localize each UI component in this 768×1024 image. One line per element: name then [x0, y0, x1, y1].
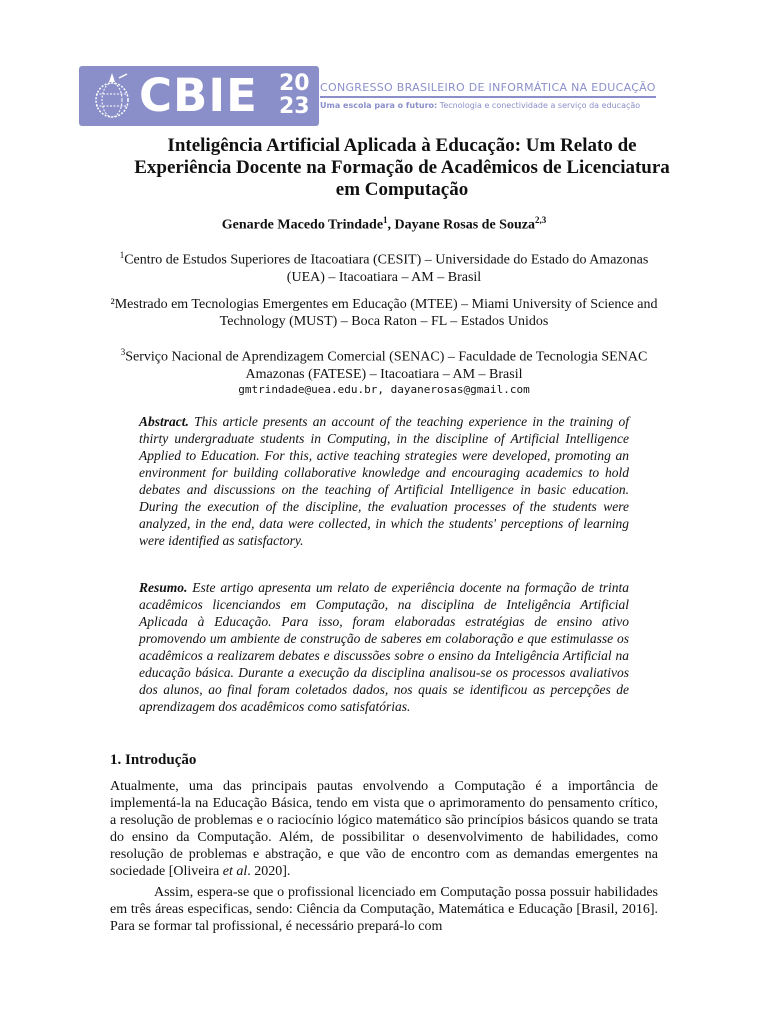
p1-text-b: . 2020]. [247, 864, 291, 879]
abstract-text: This article presents an account of the teaching experience in the training of thirty undergraduate students in Computing, in the discipline of Artificial Intelligence Applied to Education. For this, active teaching strategies were developed, promoting an environment for building collaborative knowledge and encouraging academics to hold debates and discussions on the teaching of Artificial Intelligence in basic education. During the execution of the discipline, the evaluation processes of the students were analyzed, in the end, data were collected, in which the students' perceptions of learning were identified as satisfactory. [139, 414, 629, 548]
year-top: 20 [279, 71, 310, 96]
globe-logo-icon [89, 70, 135, 122]
intro-paragraph-1 [110, 778, 658, 880]
affiliation-3-text: Serviço Nacional de Aprendizagem Comercial (SENAC) – Faculdade de Tecnologia SENAC Amazonas (FATESE) – Itacoatiara – AM – Brasil [125, 349, 648, 382]
header-divider [320, 96, 656, 98]
author-list [100, 215, 668, 234]
tagline-lead: Uma escola para o futuro: [320, 101, 438, 110]
intro-paragraph-2: Assim, espera-se que o profissional licenciado em Computação possa possuir habilidades em três áreas especificas, sendo: Ciência da Computação, Matemática e Educação [Brasil, 2016]. Para se formar tal profissional, é necessário prepará-lo com [110, 885, 658, 934]
logo-text: CBIE [139, 69, 258, 122]
conference-tagline [320, 101, 640, 110]
affiliation-2 [100, 296, 668, 330]
paper-title: Inteligência Artificial Aplicada à Educação: Um Relato de Experiência Docente na Formação de Acadêmicos de Licenciatura em Computação [134, 135, 670, 200]
conference-name: CONGRESSO BRASILEIRO DE INFORMÁTICA NA EDUCAÇÃO [320, 81, 656, 94]
tagline-rest: Tecnologia e conectividade a serviço da educação [437, 101, 641, 110]
resumo [139, 579, 629, 715]
affiliation-1-text: Centro de Estudos Superiores de Itacoatiara (CESIT) – Universidade do Estado do Amazonas (UEA) – Itacoatiara – AM – Brasil [124, 252, 649, 285]
author-sep: , [387, 217, 395, 233]
author-1: Genarde Macedo Trindade [221, 217, 384, 233]
resumo-lead: Resumo. [139, 580, 188, 595]
affiliation-3 [100, 344, 668, 383]
affiliation-2-text: Mestrado em Tecnologias Emergentes em Educação (MTEE) – Miami University of Science and Technology (MUST) – Boca Raton – FL – Estados Unidos [114, 297, 658, 329]
affiliation-1 [100, 247, 668, 286]
logo-year [279, 72, 315, 118]
abstract [139, 413, 629, 549]
year-bottom: 23 [279, 94, 310, 119]
affiliation-3-sup: 3 [120, 347, 126, 357]
author-1-sup: 1 [383, 215, 388, 225]
conference-logo-banner [79, 66, 319, 126]
affiliation-2-sup: ² [110, 297, 115, 312]
author-2: Dayane Rosas de Souza [394, 217, 535, 233]
author-emails: gmtrindade@uea.edu.br, dayanerosas@gmail.com [238, 383, 530, 396]
resumo-text: Este artigo apresenta um relato de experiência docente na formação de trinta acadêmicos licenciandos em Computação, na disciplina de Inteligência Artificial Aplicada à Educação. Para isso, foram elaboradas estratégias de ensino ativo promovendo um ambiente de construção de saberes em colaboração e que estimulasse os acadêmicos a realizarem debates e discussões sobre o ensino da Inteligência Artificial na educação básica. Durante a execução da disciplina analisou-se os processos avaliativos dos alunos, ao final foram coletados dados, nos quais se identificou as percepções de aprendizagem dos acadêmicos como satisfatórias. [139, 580, 629, 714]
author-2-sup: 2,3 [534, 215, 547, 225]
p1-text-a: Atualmente, uma das principais pautas envolvendo a Computação é a importância de implementá-la na Educação Básica, tendo em vista que o aprimoramento do pensamento crítico, a resolução de problemas e o raciocínio lógico matemático são princípios básicos quando se trata do ensino da Computação. Além, de possibilitar o desenvolvimento de habilidades, como resolução de problemas e abstração, e que vão de encontro com as demandas emergentes na sociedade [Oliveira [110, 779, 658, 879]
section-heading-introducao: 1. Introdução [110, 752, 197, 768]
p1-et-al: et al [222, 864, 248, 879]
abstract-lead: Abstract. [139, 414, 189, 429]
affiliation-1-sup: 1 [119, 250, 125, 260]
